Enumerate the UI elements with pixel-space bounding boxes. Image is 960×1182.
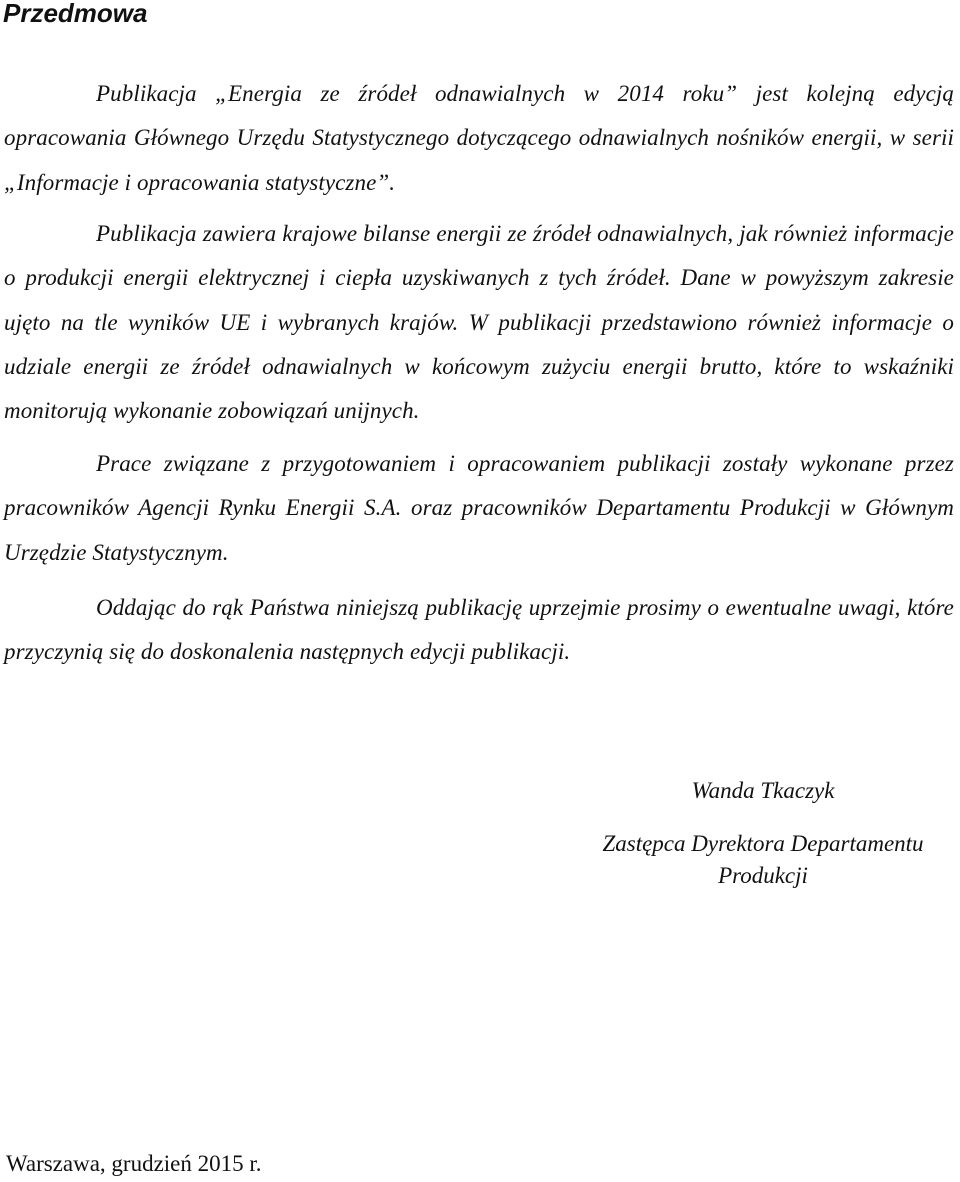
page-title: Przedmowa <box>3 0 148 28</box>
place-and-date: Warszawa, grudzień 2015 r. <box>6 1151 262 1176</box>
signature-name: Wanda Tkaczyk <box>691 778 835 803</box>
paragraph-contents: Publikacja zawiera krajowe bilanse energii ze źródeł odnawialnych, jak również informacje o produkcji energii elektrycznej i ciepła uzyskiwanych z tych źródeł. Dane w powyższym zakresie ujęto na tle wyników UE i wybranych krajów. W publikacji przedstawiono również informacje o udziale energii ze źródeł odnawialnych w końcowym zużyciu energii brutto, które to wskaźniki monitorują wykonanie zobowiązań unijnych. <box>4 221 954 424</box>
paragraph-intro: Publikacja „Energia ze źródeł odnawialnych w 2014 roku” jest kolejną edycją opracowania Głównego Urzędu Statystycznego dotyczącego odnawialnych nośników energii, w serii „Informacje i opracowania statystyczne”. <box>4 81 954 195</box>
signature-title: Zastępca Dyrektora Departamentu Produkcji <box>602 831 924 888</box>
paragraph-request: Oddając do rąk Państwa niniejszą publikację uprzejmie prosimy o ewentualne uwagi, które przyczynią się do doskonalenia następnych edycji publikacji. <box>4 595 954 665</box>
paragraph-authors: Prace związane z przygotowaniem i opracowaniem publikacji zostały wykonane przez pracowników Agencji Rynku Energii S.A. oraz pracowników Departamentu Produkcji w Głównym Urzędzie Statystycznym. <box>4 451 954 565</box>
